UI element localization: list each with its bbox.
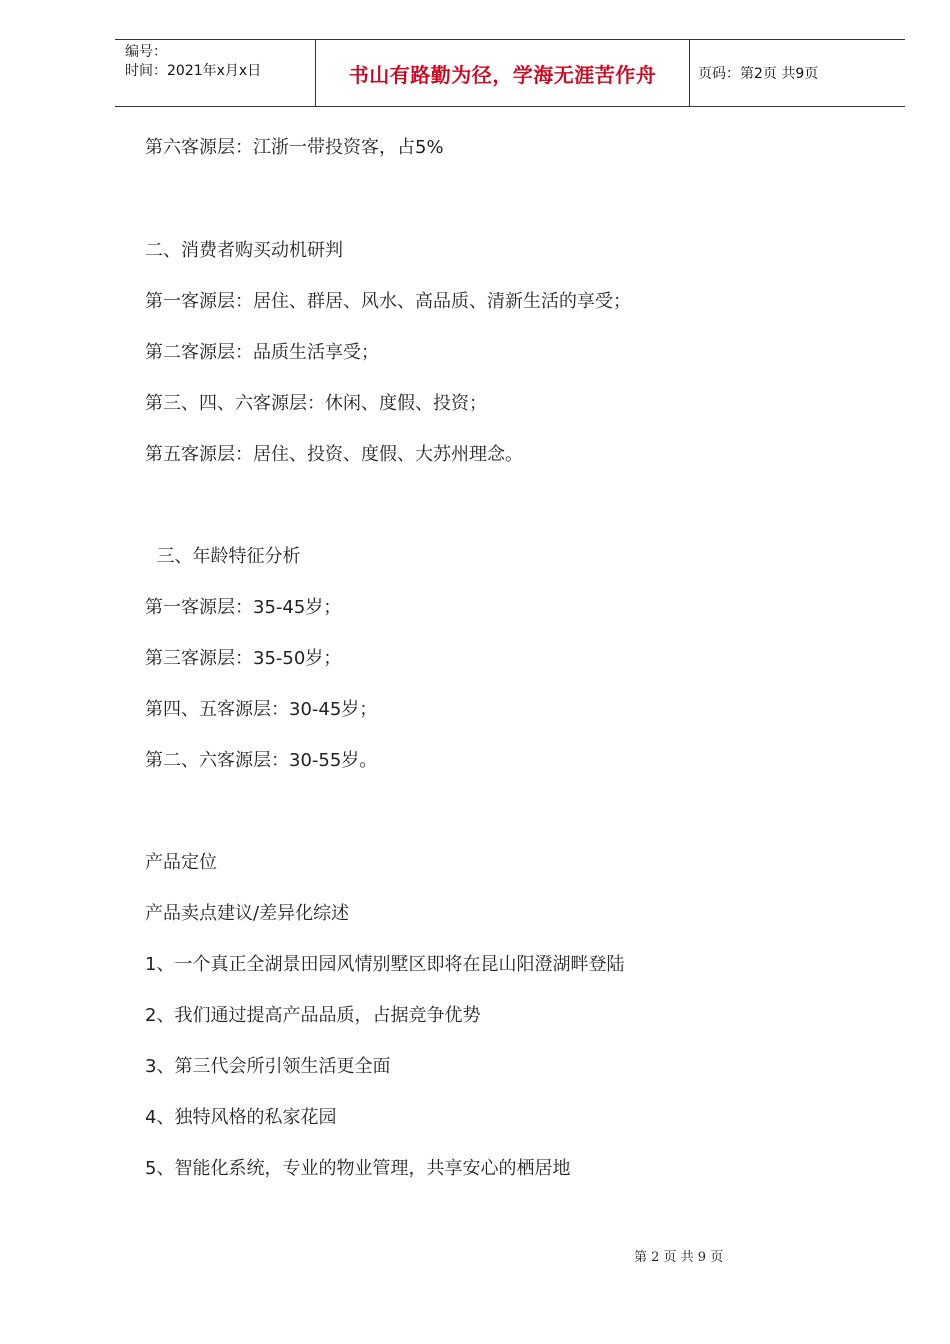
date-label: 时间：2021年x月x日 (125, 63, 262, 79)
subheading-selling-points: 产品卖点建议/差异化综述 (145, 903, 350, 924)
body-line: 第一客源层：35-45岁； (145, 597, 342, 618)
section-heading-purchase-motivation: 二、消费者购买动机研判 (145, 240, 343, 261)
serial-number-label: 编号： (125, 44, 167, 60)
section-heading-product-positioning: 产品定位 (145, 852, 217, 873)
body-line: 第三、四、六客源层：休闲、度假、投资； (145, 393, 487, 414)
body-line: 第六客源层：江浙一带投资客，占5% (145, 137, 444, 158)
header-motto-cell (316, 40, 690, 106)
header-info-cell (115, 40, 316, 106)
section-heading-age-analysis: 三、年龄特征分析 (145, 546, 301, 567)
body-line: 第一客源层：居住、群居、风水、高品质、清新生活的享受； (145, 291, 631, 312)
page-footer: 第 2 页 共 9 页 (634, 1250, 724, 1265)
header-motto: 书山有路勤为径，学海无涯苦作舟 (348, 62, 657, 87)
list-item: 2、我们通过提高产品品质，占据竞争优势 (145, 1005, 481, 1026)
list-item: 4、独特风格的私家花园 (145, 1107, 337, 1128)
header-page-number: 页码：第2页 共9页 (698, 66, 819, 82)
body-line: 第二客源层：品质生活享受； (145, 342, 379, 363)
body-line: 第四、五客源层：30-45岁； (145, 699, 378, 720)
header-page-cell (690, 40, 905, 106)
list-item: 3、第三代会所引领生活更全面 (145, 1056, 391, 1077)
list-item: 5、智能化系统，专业的物业管理，共享安心的栖居地 (145, 1158, 571, 1179)
body-line: 第二、六客源层：30-55岁。 (145, 750, 378, 771)
body-line: 第三客源层：35-50岁； (145, 648, 342, 669)
page-header (115, 39, 905, 107)
list-item: 1、一个真正全湖景田园风情别墅区即将在昆山阳澄湖畔登陆 (145, 954, 625, 975)
body-line: 第五客源层：居住、投资、度假、大苏州理念。 (145, 444, 523, 465)
